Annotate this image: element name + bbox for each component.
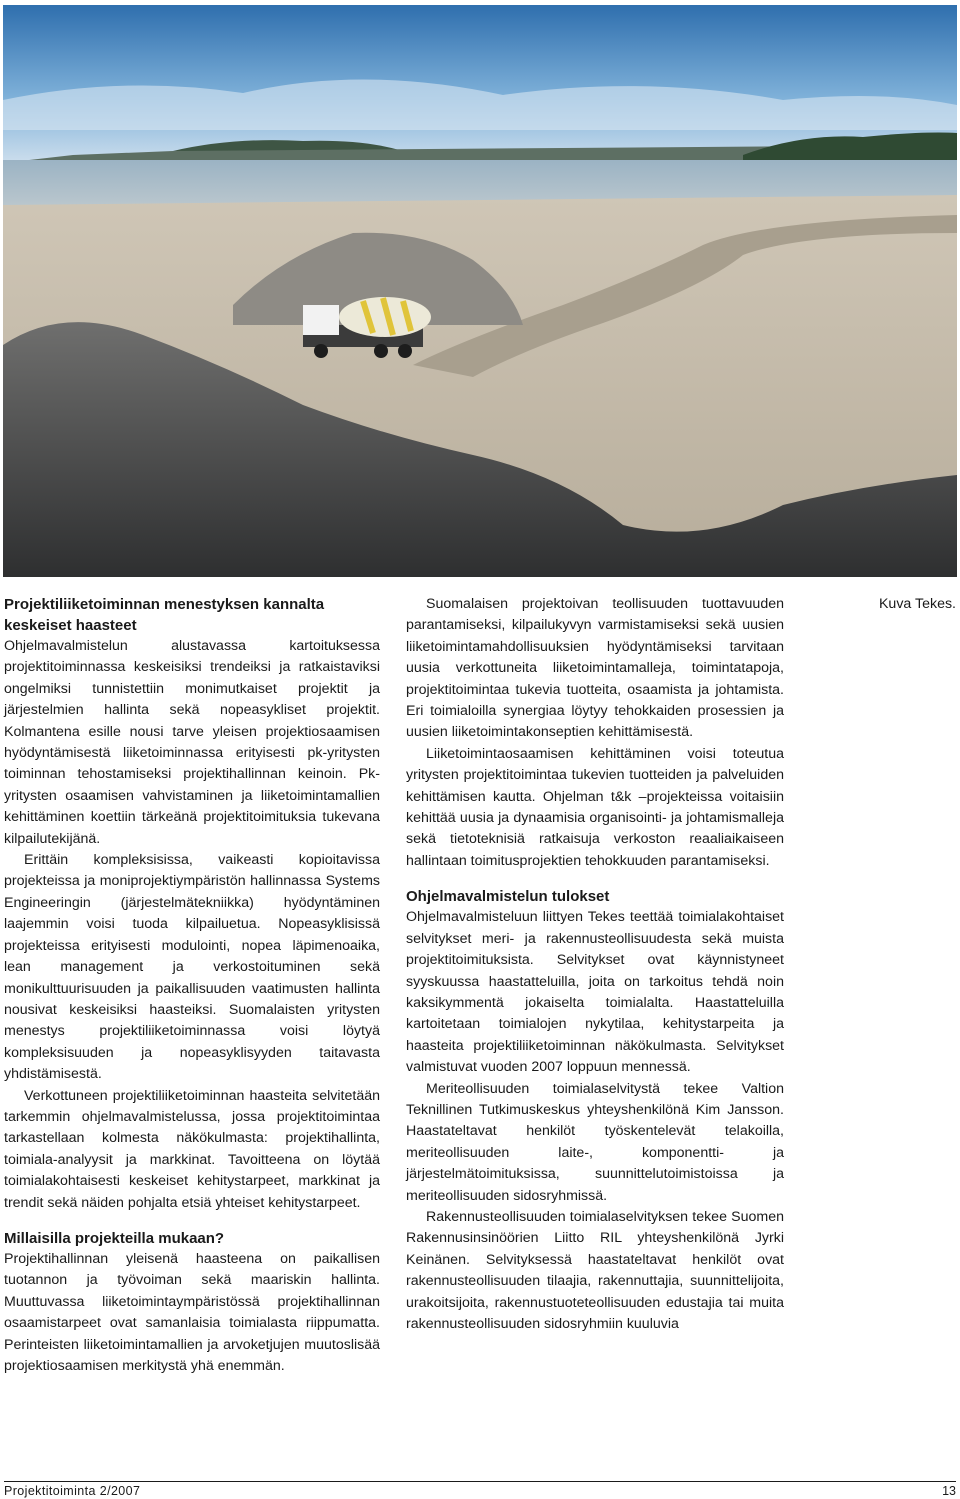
section-heading: Projektiliiketoiminnan menestyksen kannalta keskeiset haasteet bbox=[4, 596, 325, 634]
paragraph: Projektihallinnan yleisenä haasteena on paikallisen tuotannon ja työvoiman sekä maariskin hallinta. Muuttuvassa liiketoimintaympäristössä projektihallinnan osaamistarpeet ovat samanlaisia toimialasta riippumatta. Perinteisten liiketoimintamallien ja arvoketjujen muutoslisää projektiosaamisen merkitystä yhä enemmän. bbox=[4, 1250, 380, 1374]
paragraph: Rakennusteollisuuden toimialaselvityksen tekee Suomen Rakennusinsinöörien Liitto RIL yhteyshenkilönä Jyrki Keinänen. Selvityksessä haastateltavat henkilöt ovat rakennusteollisuuden tilaajia, rakennuttajia, suunnittelijoita, urakoitsijoita, rakennustuoteteollisuuden edustajia tai muita rakennusteollisuuden sidosryhmiin kuuluvia bbox=[406, 1208, 784, 1332]
left-column bbox=[4, 594, 380, 1377]
construction-site-photo bbox=[3, 5, 957, 577]
paragraph: Suomalaisen projektoivan teollisuuden tuottavuuden parantamiseksi, kilpailukyvyn varmistamiseksi sekä uusien liiketoimintamahdollisuuksien hyödyntämiseksi tarvitaan uusia verkottuneita liiketoimintamalleja, toimintatapoja, projektitoimintaa tukevia tuotteita, osaamista ja johtamista. Eri toimialoilla synergiaa löytyy tehokkaiden prosessien ja uusien liiketoimintakonseptien kehittämisestä. bbox=[406, 596, 784, 741]
paragraph: Verkottuneen projektiliiketoiminnan haasteita selvitetään tarkemmin ohjelmavalmistelussa, jossa projektitoimintaa tarkastellaan kolmesta näkökulmasta: projektihallinta, toimiala-analyysit ja markkinat. Tavoitteena on löytää toimialakohtaisesti keskeiset kehitystarpeet, markkinat ja trendit sekä näiden pohjalta etsiä yhteiset kehitystarpeet. bbox=[4, 1087, 380, 1211]
page-footer bbox=[4, 1481, 956, 1498]
section-heading: Ohjelmavalmistelun tulokset bbox=[406, 888, 610, 906]
sky bbox=[3, 5, 957, 160]
page-number: 13 bbox=[942, 1484, 956, 1498]
paragraph: Erittäin kompleksisissa, vaikeasti kopioitavissa projekteissa ja moniprojektiympäristön hallinnassa Systems Engineeringin (järjestelmätekniikka) hyödyntäminen laajemmin voisi tuoda kilpailuetua. Nopeasyklisissä projekteissa erityisesti modulointi, nopea läpimenoaika, lean management ja verkostoituminen sekä monikulttuurisuuden ja paikallisuuden vaatimusten hallinta nousivat keskeisiksi haasteiksi. Suomalaisten yritysten menestys projektiliiketoiminnassa voisi löytyä kompleksisuuden ja nopeasyklisyyden taitavasta yhdistämisestä. bbox=[4, 852, 380, 1083]
publication-name: Projektitoiminta 2/2007 bbox=[4, 1484, 141, 1498]
photo-credit: Kuva Tekes. bbox=[878, 596, 956, 612]
paragraph: Meriteollisuuden toimialaselvitystä tekee Valtion Teknillinen Tutkimuskeskus yhteyshenkilönä Kim Jansson. Haastateltavat henkilöt työskentelevät telakoilla, meriteollisuuden laite-, komponentti- ja järjestelmätoimituksissa, suunnittelutoimistoissa ja meriteollisuuden sidosryhmissä. bbox=[406, 1080, 784, 1204]
paragraph: Liiketoimintaosaamisen kehittäminen voisi toteutua yritysten projektitoimintaa tukevien tuotteiden ja palveluiden kehittämisen kautta. Ohjelman t&k –projekteissa voitaisiin kehittää uusia ja dynaamisia organisointi- ja johtamismalleja sekä tietoteknisiä ratkaisuja verkoston reaaliaikaiseen hallintaan toimitusprojektien tehokkuuden parantamiseksi. bbox=[406, 745, 784, 869]
paragraph: Ohjelmavalmisteluun liittyen Tekes teettää toimialakohtaiset selvitykset meri- ja rakennusteollisuudesta sekä muista projektitoimituksista. Selvitykset ovat käynnistyneet syyskuussa haastatteluilla, joita on tarkoitus tehdä noin kaksikymmentä jokaiselta toimialalta. Haastatteluilla kartoitetaan toimialojen nykytilaa, kehitystarpeita ja haasteita projektiliiketoiminnan näkökulmasta. Selvitykset valmistuvat vuoden 2007 loppuun mennessä. bbox=[406, 909, 784, 1076]
paragraph: Ohjelmavalmistelun alustavassa kartoituksessa projektitoiminnassa keskeisiksi trendeiksi ja ratkaistaviksi ongelmiksi tunnistettiin monimutkaiset projektit ja järjestelmien hallinta sekä nopeasykliset projektit. Kolmantena esille nousi tarve yleisen projektiosaamisen hyödyntämisestä liiketoiminnassa erityisesti pk-yritysten toiminnan tehostamiseksi projektihallinnan keinoin. Pk-yritysten osaamisen vahvistaminen ja liiketoimintamallien kehittäminen koettiin tärkeänä projektitoimituksia tukevana kilpailutekijänä. bbox=[4, 638, 380, 847]
right-column bbox=[406, 594, 784, 1335]
section-heading: Millaisilla projekteilla mukaan? bbox=[4, 1229, 225, 1247]
